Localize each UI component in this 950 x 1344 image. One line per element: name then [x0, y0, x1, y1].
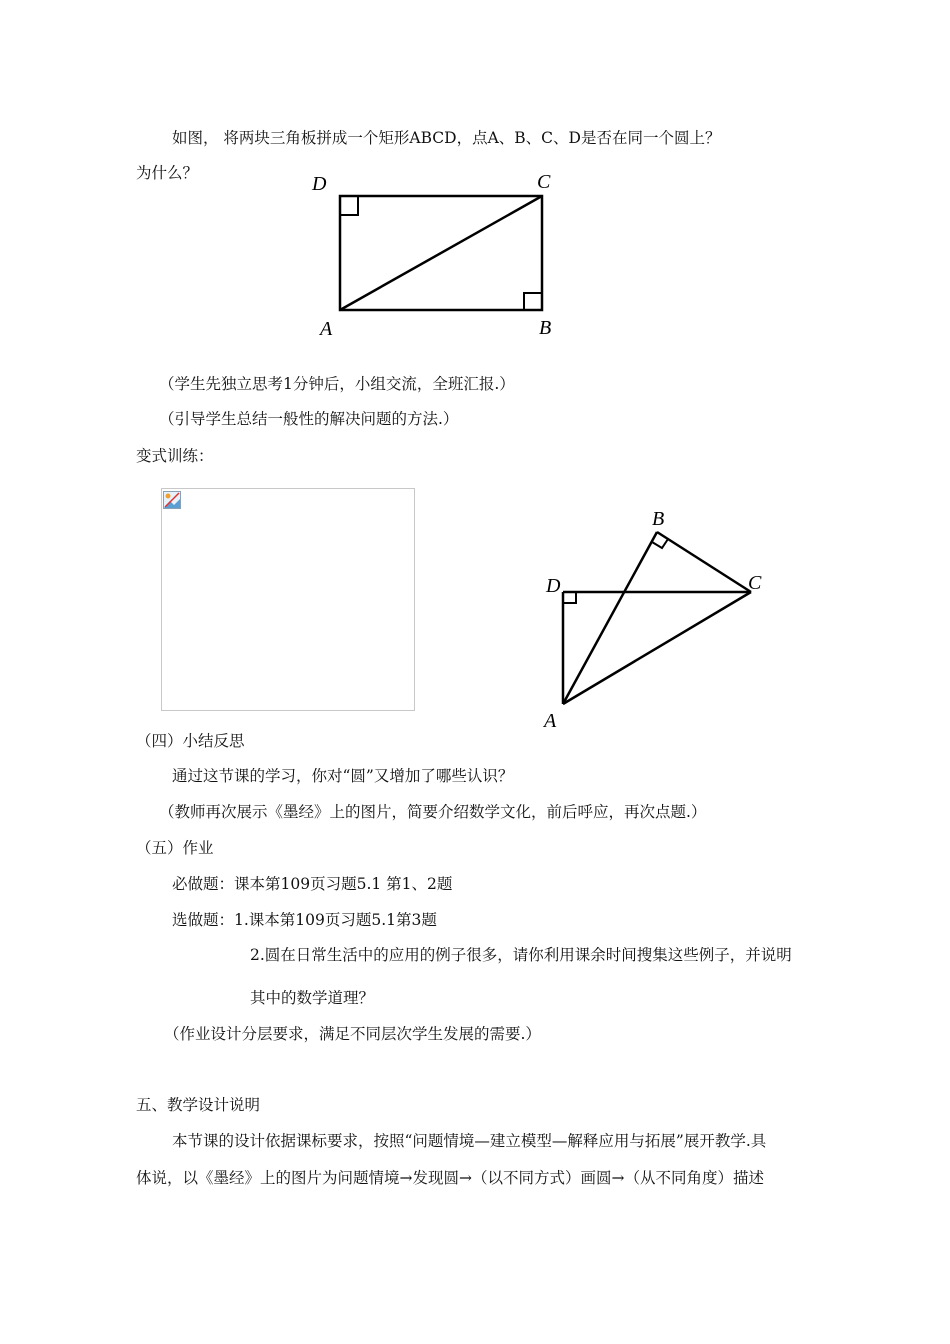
right-angle-mark-b2: [652, 539, 668, 548]
summary-question: 通过这节课的学习，你对“圆”又增加了哪些认识？: [172, 767, 514, 785]
homework-heading: （五）作业: [136, 839, 214, 857]
problem-line-1: 如图， 将两块三角板拼成一个矩形ABCD，点A、B、C、D是否在同一个圆上？: [172, 129, 721, 147]
design-heading: 五、教学设计说明: [136, 1096, 261, 1114]
diagonal-ac: [340, 196, 542, 310]
rectangle-figure: [300, 160, 580, 350]
variant-title: 变式训练：: [136, 447, 214, 465]
homework-optional-2a: 2.圆在日常生活中的应用的例子很多，请你利用课余时间搜集这些例子，并说明: [250, 946, 792, 964]
label-c2: C: [748, 572, 762, 594]
summary-note: （教师再次展示《墨经》上的图片，简要介绍数学文化，前后呼应，再次点题.）: [159, 803, 707, 821]
broken-image-icon: [163, 491, 181, 509]
right-angle-mark-d2: [563, 592, 576, 603]
label-b2: B: [652, 508, 665, 530]
homework-note: （作业设计分层要求，满足不同层次学生发展的需要.）: [164, 1025, 541, 1043]
segment-bc: [657, 532, 751, 592]
problem-line-2: 为什么？: [136, 164, 199, 182]
triangles-figure: [535, 505, 775, 735]
note-guide: （引导学生总结一般性的解决问题的方法.）: [159, 410, 459, 428]
right-angle-mark-b: [524, 293, 542, 310]
homework-required: 必做题：课本第109页习题5.1 第1、2题: [172, 875, 453, 893]
label-d2: D: [546, 575, 561, 597]
label-a2: A: [544, 710, 557, 732]
label-d: D: [312, 173, 327, 195]
label-b: B: [539, 317, 552, 339]
segment-ab: [563, 532, 657, 704]
note-think: （学生先独立思考1分钟后，小组交流，全班汇报.）: [159, 375, 515, 393]
homework-optional-1: 选做题：1.课本第109页习题5.1第3题: [172, 911, 437, 929]
design-para-line-1: 本节课的设计依据课标要求，按照“问题情境—建立模型—解释应用与拓展”展开教学.具: [172, 1132, 767, 1150]
right-angle-mark-d: [340, 196, 358, 215]
homework-optional-2b: 其中的数学道理？: [250, 989, 375, 1007]
label-a: A: [320, 318, 333, 340]
summary-heading: （四）小结反思: [136, 732, 245, 750]
design-para-line-2: 体说，以《墨经》上的图片为问题情境→发现圆→（以不同方式）画圆→（从不同角度）描述: [136, 1169, 764, 1187]
image-placeholder: [161, 488, 415, 711]
segment-ac: [563, 592, 751, 704]
label-c: C: [537, 171, 551, 193]
